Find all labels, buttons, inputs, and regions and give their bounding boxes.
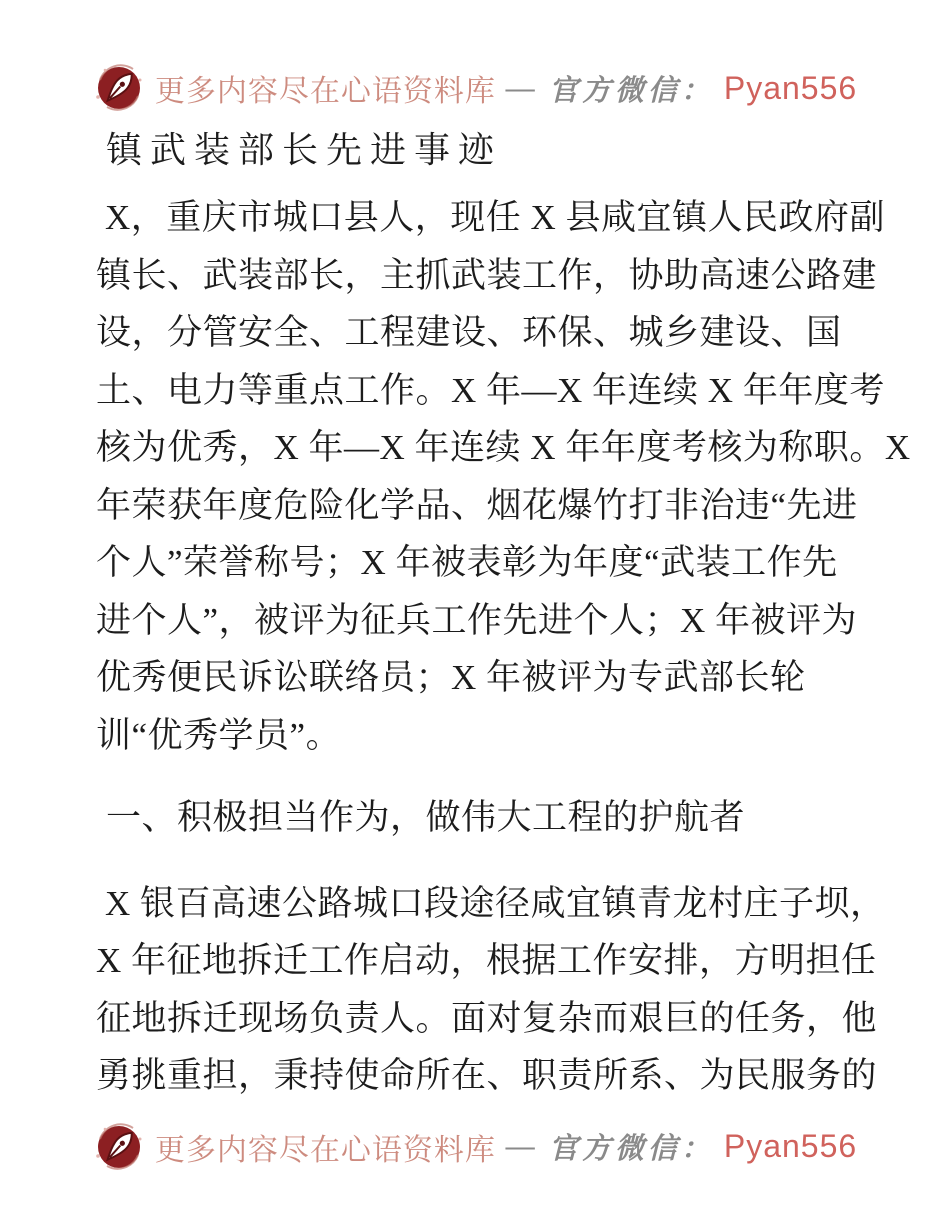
wechat-label: 官方微信： (548, 1133, 714, 1165)
footer-brandbar (0, 1121, 950, 1173)
section1-paragraph (96, 875, 890, 1105)
wechat-label: 官方微信： (548, 74, 714, 107)
wechat-id: Pyan556 (723, 69, 858, 106)
text-line: 土、电力等重点工作。X 年—X 年连续 X 年年度考 (96, 370, 885, 410)
text-line: 镇长、武装部长，主抓武装工作，协助高速公路建 (96, 255, 878, 295)
text-line: 优秀便民诉讼联络员；X 年被评为专武部长轮 (96, 658, 806, 697)
intro-paragraph (96, 189, 911, 764)
text-line: X 年征地拆迁工作启动，根据工作安排，方明担任 (96, 941, 877, 980)
text-line: 个人”荣誉称号；X 年被表彰为年度“武装工作先 (96, 543, 838, 582)
document-body (0, 122, 950, 1105)
brand-separator: — (505, 71, 539, 104)
text-line: 设，分管安全、工程建设、环保、城乡建设、国 (96, 313, 842, 352)
pen-swirl-logo-icon (93, 62, 145, 114)
brand-separator: — (505, 1130, 539, 1162)
text-line: 核为优秀，X 年—X 年连续 X 年年度考核为称职。X (96, 428, 911, 467)
header-brandbar (0, 62, 950, 114)
section-heading: 一、积极担当作为，做伟大工程的护航者 (106, 798, 746, 837)
wechat-id: Pyan556 (723, 1128, 858, 1164)
pen-swirl-logo-icon (93, 1121, 145, 1173)
text-line: 训“优秀学员”。 (96, 715, 342, 755)
text-line: 征地拆迁现场负责人。面对复杂而艰巨的任务，他 (96, 998, 878, 1038)
document-title: 镇武装部长先进事迹 (106, 130, 503, 170)
text-line: X，重庆市城口县人，现任 X 县咸宜镇人民政府副 (105, 198, 886, 237)
brand-text: 更多内容尽在心语资料库 (154, 1133, 496, 1167)
text-line: 勇挑重担，秉持使命所在、职责所系、为民服务的 (96, 1056, 878, 1095)
text-line: 年荣获年度危险化学品、烟花爆竹打非治违“先进 (96, 485, 858, 525)
text-line: X 银百高速公路城口段途径咸宜镇青龙村庄子坝， (105, 883, 886, 923)
brand-text: 更多内容尽在心语资料库 (154, 75, 496, 108)
text-line: 进个人”，被评为征兵工作先进个人；X 年被评为 (96, 600, 858, 640)
